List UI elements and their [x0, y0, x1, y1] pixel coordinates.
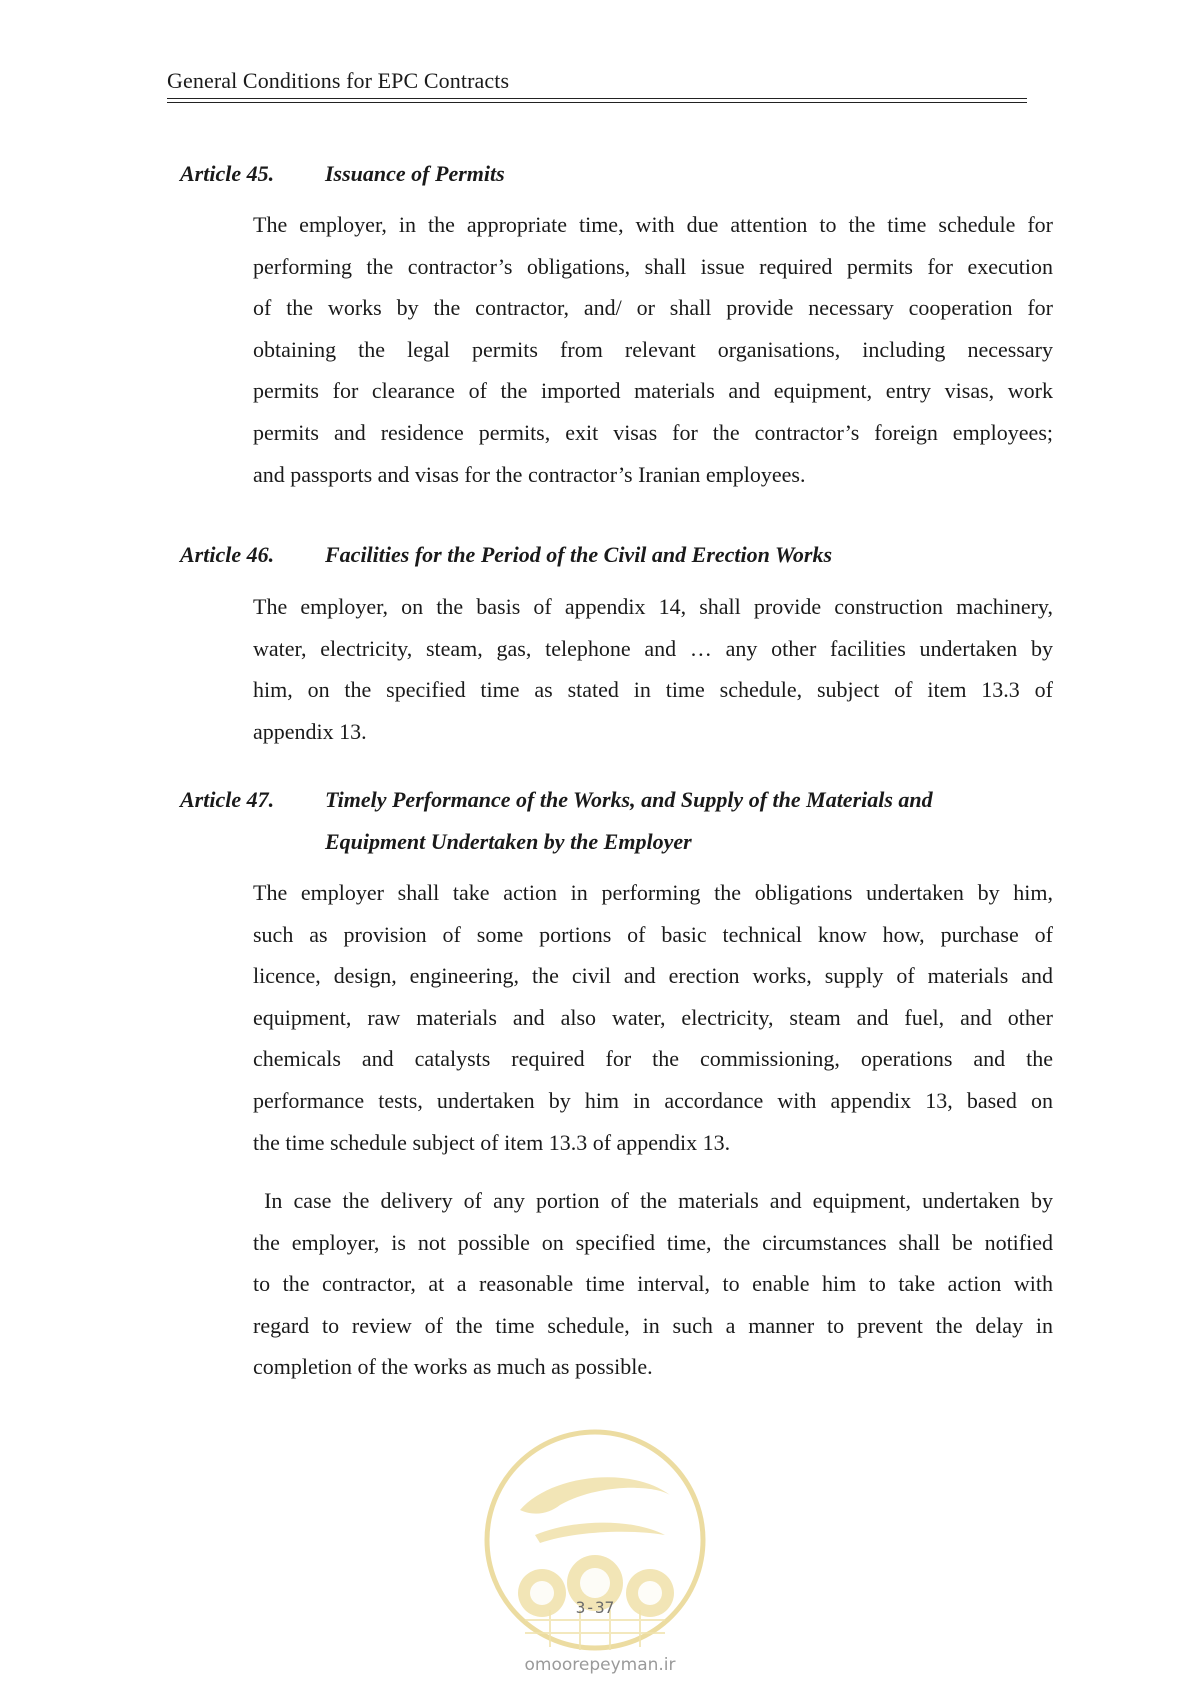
- text-line: permits and residence permits, exit visas for the contractor’s foreign employees;: [253, 419, 1053, 445]
- article-title-line: Facilities for the Period of the Civil and Erection Works: [325, 542, 833, 567]
- text-line: The employer, on the basis of appendix 14, shall provide construction machinery,: [253, 594, 1053, 619]
- article-number: Article 46.: [180, 542, 275, 567]
- article-46-paragraph-1: [253, 586, 1053, 752]
- page-number: 3-37: [575, 1598, 615, 1617]
- article-number: Article 45.: [180, 161, 275, 186]
- text-line: him, on the specified time as stated in time schedule, subject of item 13.3 of: [253, 677, 1053, 703]
- article-title-line: Equipment Undertaken by the Employer: [325, 829, 692, 854]
- article-number: Article 47.: [180, 787, 275, 812]
- text-line: regard to review of the time schedule, in such a manner to prevent the delay in: [253, 1312, 1053, 1338]
- text-line: and passports and visas for the contractor’s Iranian employees.: [253, 461, 806, 487]
- article-45-paragraph-1: [253, 204, 1053, 495]
- text-line: such as provision of some portions of basic technical know how, purchase of: [253, 921, 1053, 947]
- article-title: [325, 779, 1045, 863]
- text-line: appendix 13.: [253, 718, 367, 744]
- text-line: completion of the works as much as possible.: [253, 1354, 653, 1380]
- website-watermark: omoorepeyman.ir: [524, 1655, 676, 1675]
- text-line: performance tests, undertaken by him in accordance with appendix 13, based on: [253, 1087, 1053, 1113]
- text-line: performing the contractor’s obligations, shall issue required permits for execution: [253, 253, 1053, 279]
- text-line: to the contractor, at a reasonable time interval, to enable him to take action with: [253, 1271, 1053, 1297]
- article-47-paragraph-1: [253, 872, 1053, 1163]
- text-line: In case the delivery of any portion of the materials and equipment, undertaken by: [253, 1188, 1053, 1213]
- document-title: General Conditions for EPC Contracts: [167, 68, 510, 93]
- text-line: obtaining the legal permits from relevant organisations, including necessary: [253, 336, 1053, 362]
- header-rule-secondary: [167, 102, 1027, 103]
- text-line: licence, design, engineering, the civil and erection works, supply of materials and: [253, 963, 1053, 989]
- text-line: The employer shall take action in performing the obligations undertaken by him,: [253, 880, 1053, 905]
- article-47-paragraph-2: [253, 1180, 1053, 1388]
- article-title-line: Timely Performance of the Works, and Supply of the Materials and: [325, 787, 933, 812]
- text-line: chemicals and catalysts required for the commissioning, operations and the: [253, 1046, 1053, 1072]
- page-header: [167, 68, 1027, 94]
- text-line: The employer, in the appropriate time, with due attention to the time schedule for: [253, 212, 1053, 237]
- text-line: of the works by the contractor, and/ or shall provide necessary cooperation for: [253, 295, 1053, 321]
- text-line: water, electricity, steam, gas, telephone and … any other facilities undertaken by: [253, 635, 1053, 661]
- article-title: [325, 534, 1045, 576]
- text-line: equipment, raw materials and also water, electricity, steam and fuel, and other: [253, 1004, 1053, 1030]
- text-line: permits for clearance of the imported materials and equipment, entry visas, work: [253, 378, 1053, 404]
- article-title-line: Issuance of Permits: [325, 161, 505, 186]
- text-line: the employer, is not possible on specified time, the circumstances shall be notified: [253, 1229, 1053, 1255]
- omoorepeyman-seal-icon: [480, 1425, 710, 1655]
- text-line: the time schedule subject of item 13.3 of appendix 13.: [253, 1129, 731, 1155]
- article-title: [325, 153, 1045, 195]
- header-rule: [167, 98, 1027, 99]
